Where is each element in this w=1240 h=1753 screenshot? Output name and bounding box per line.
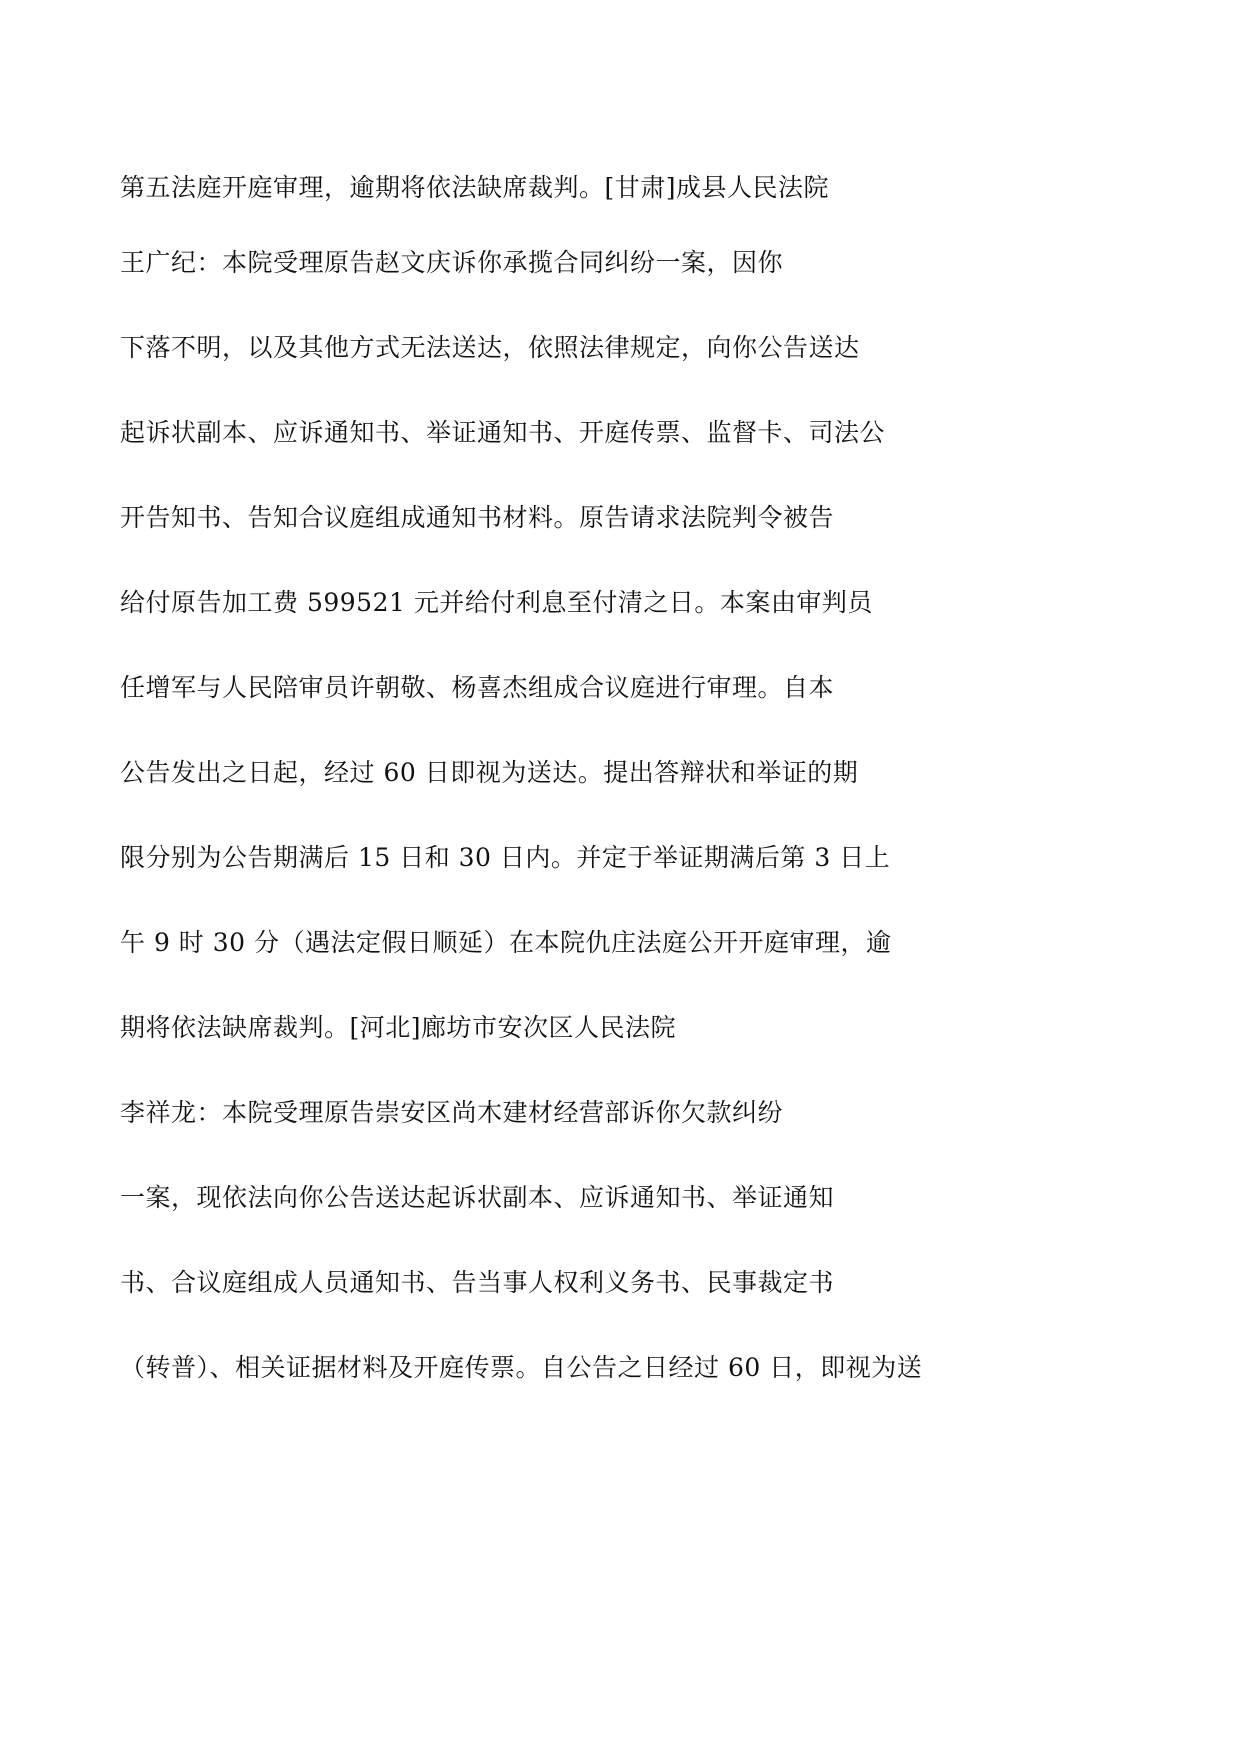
text-line-2: 王广纪：本院受理原告赵文庆诉你承揽合同纠纷一案，因你 [120, 248, 784, 277]
text-line-10: 午 9 时 30 分（遇法定假日顺延）在本院仇庄法庭公开开庭审理，逾 [120, 928, 892, 957]
text-line-9: 限分别为公告期满后 15 日和 30 日内。并定于举证期满后第 3 日上 [120, 843, 891, 872]
text-line-4: 起诉状副本、应诉通知书、举证通知书、开庭传票、监督卡、司法公 [120, 418, 886, 447]
text-line-11: 期将依法缺席裁判。[河北]廊坊市安次区人民法院 [120, 1013, 677, 1042]
text-line-8: 公告发出之日起，经过 60 日即视为送达。提出答辩状和举证的期 [120, 758, 859, 787]
text-line-12: 李祥龙：本院受理原告崇安区尚木建材经营部诉你欠款纠纷 [120, 1098, 784, 1127]
text-line-7: 任增军与人民陪审员许朝敬、杨喜杰组成合议庭进行审理。自本 [120, 673, 835, 702]
text-line-3: 下落不明，以及其他方式无法送达，依照法律规定，向你公告送达 [120, 333, 860, 362]
text-line-1: 第五法庭开庭审理，逾期将依法缺席裁判。[甘肃]成县人民法院 [120, 173, 830, 202]
text-line-14: 书、合议庭组成人员通知书、告当事人权利义务书、民事裁定书 [120, 1268, 835, 1297]
text-line-13: 一案，现依法向你公告送达起诉状副本、应诉通知书、举证通知 [120, 1183, 835, 1212]
text-line-5: 开告知书、告知合议庭组成通知书材料。原告请求法院判令被告 [120, 503, 835, 532]
text-line-15: （转普）、相关证据材料及开庭传票。自公告之日经过 60 日，即视为送 [120, 1353, 923, 1382]
text-line-6: 给付原告加工费 599521 元并给付利息至付清之日。本案由审判员 [120, 588, 873, 617]
